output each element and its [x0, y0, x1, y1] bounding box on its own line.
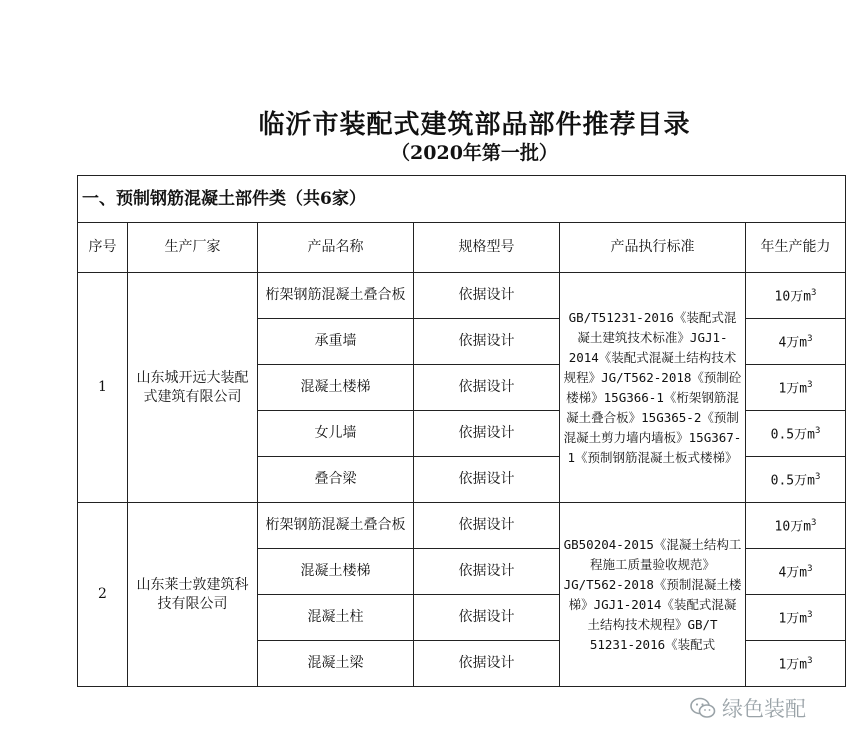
product-name: 桁架钢筋混凝土叠合板: [258, 503, 414, 549]
table-row: [78, 273, 846, 319]
product-capacity: 1万$m^3$: [746, 641, 846, 687]
product-spec: 依据设计: [414, 273, 560, 319]
company-name: 山东城开远大装配式建筑有限公司: [128, 273, 258, 503]
watermark-text: 绿色装配: [722, 697, 806, 721]
product-spec: 依据设计: [414, 411, 560, 457]
product-standards: GB/T51231-2016《装配式混凝土建筑技术标准》JGJ1-2014《装配式混凝土结构技术规程》JG/T562-2018《预制砼楼梯》15G366-1《桁架钢筋混凝土叠合板》15G365-2《预制混凝土剪力墙内墙板》15G367-1《预制钢筋混凝土板式楼梯》: [560, 273, 746, 503]
product-spec: 依据设计: [414, 457, 560, 503]
product-spec: 依据设计: [414, 641, 560, 687]
recommendation-table: [77, 175, 846, 687]
product-spec: 依据设计: [414, 503, 560, 549]
product-capacity: 1万$m^3$: [746, 595, 846, 641]
product-name: 承重墙: [258, 319, 414, 365]
product-capacity: 4万$m^3$: [746, 319, 846, 365]
document-subtitle: （2020年第一批）: [391, 142, 558, 164]
product-name: 混凝土楼梯: [258, 365, 414, 411]
product-capacity: 4万$m^3$: [746, 549, 846, 595]
product-name: 叠合梁: [258, 457, 414, 503]
header-index: 序号: [78, 223, 128, 273]
watermark: [690, 693, 849, 723]
section-heading: 一、预制钢筋混凝土部件类（共6家）: [78, 176, 846, 223]
header-capacity: 年生产能力: [746, 223, 846, 273]
table-row: [78, 503, 846, 549]
product-capacity: 1万$m^3$: [746, 365, 846, 411]
product-name: 混凝土梁: [258, 641, 414, 687]
product-spec: 依据设计: [414, 549, 560, 595]
product-spec: 依据设计: [414, 595, 560, 641]
header-standard: 产品执行标准: [560, 223, 746, 273]
header-product-name: 产品名称: [258, 223, 414, 273]
company-index: 2: [78, 503, 128, 687]
wechat-icon: [690, 697, 716, 719]
document-title: 临沂市装配式建筑部品部件推荐目录: [258, 110, 691, 140]
product-name: 女儿墙: [258, 411, 414, 457]
product-standards: GB50204-2015《混凝土结构工程施工质量验收规范》JG/T562-2018《预制混凝土楼梯》JGJ1-2014《装配式混凝土结构技术规程》GB/T 51231-2016《装配式: [560, 503, 746, 687]
product-capacity: 10万$m^3$: [746, 273, 846, 319]
header-manufacturer: 生产厂家: [128, 223, 258, 273]
product-spec: 依据设计: [414, 365, 560, 411]
company-index: 1: [78, 273, 128, 503]
company-name: 山东莱士敦建筑科技有限公司: [128, 503, 258, 687]
product-spec: 依据设计: [414, 319, 560, 365]
header-spec: 规格型号: [414, 223, 560, 273]
product-capacity: 0.5万$m^3$: [746, 411, 846, 457]
product-capacity: 10万$m^3$: [746, 503, 846, 549]
product-name: 桁架钢筋混凝土叠合板: [258, 273, 414, 319]
product-capacity: 0.5万$m^3$: [746, 457, 846, 503]
product-name: 混凝土柱: [258, 595, 414, 641]
product-name: 混凝土楼梯: [258, 549, 414, 595]
